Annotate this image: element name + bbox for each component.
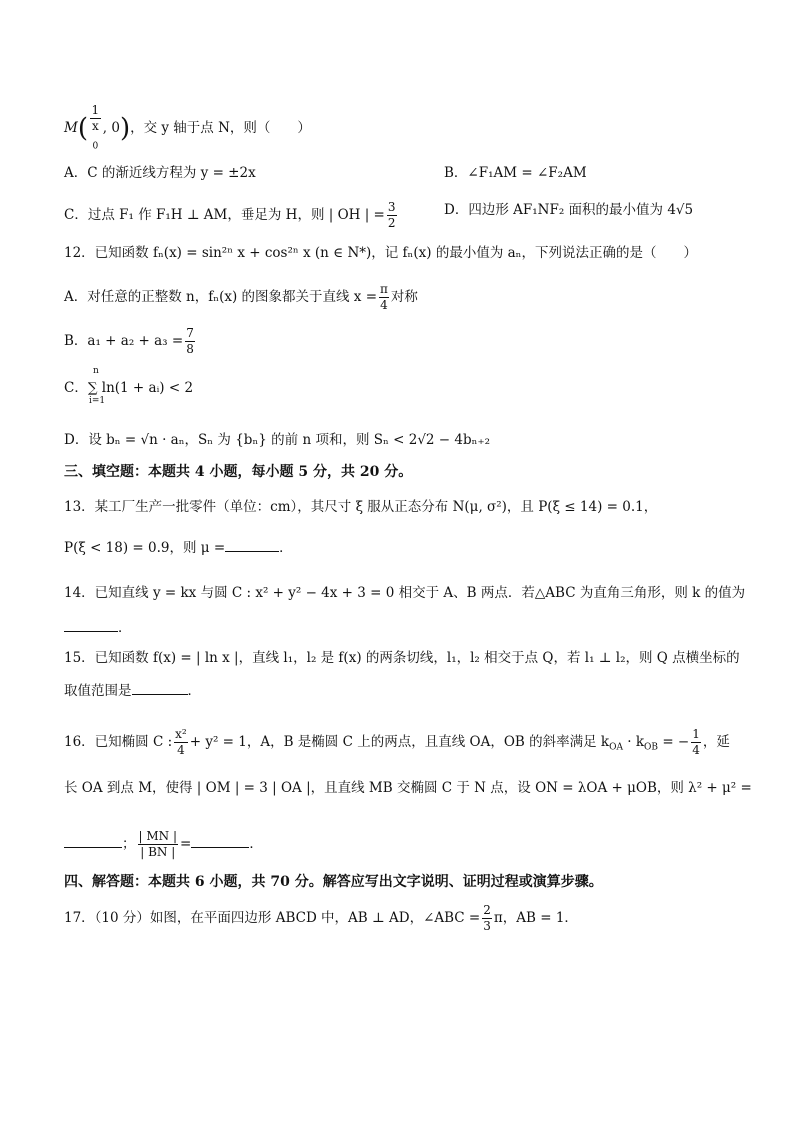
q12-option-b: B．a₁ + a₂ + a₃ = $\frac{7}{8}$ <box>64 326 194 356</box>
sum-upper-limit: n <box>93 366 99 376</box>
q15-line1: 15．已知函数 f(x) = | ln x |，直线 l₁，l₂ 是 f(x) 的两条切线，l₁，l₂ 相交于点 Q，若 l₁ ⊥ l₂，则 Q 点横坐标的 <box>64 650 740 666</box>
fraction: 1 x $_0$ <box>91 103 100 152</box>
answer-blank <box>191 833 249 848</box>
q11-option-d: D．四边形 AF₁NF₂ 面积的最小值为 4√5 <box>444 202 694 218</box>
q12-stem: 12．已知函数 fₙ(x) = sin²ⁿ x + cos²ⁿ x (n ∈ N*)，记 fₙ(x) 的最小值为 aₙ，下列说法正确的是（ ） <box>64 245 698 261</box>
sum-lower-limit: i=1 <box>89 396 106 406</box>
q16-line3: ； $\frac{| MN |}{| BN |}$ = ． <box>64 829 263 860</box>
section-3-heading: 三、填空题：本题共 4 小题，每小题 5 分，共 20 分。 <box>64 464 413 480</box>
q12-option-a: A．对任意的正整数 n，fₙ(x) 的图象都关于直线 x = $\frac{\pi}{4}$ 对称 <box>64 282 418 312</box>
fraction: $\frac{7}{8}$ <box>186 326 194 356</box>
fraction: $\frac{\pi}{4}$ <box>380 282 388 312</box>
q16-line1: 16．已知椭圆 C : $\frac{\text{x²}}{4}$ + y² = 1，A，B 是椭圆 C 上的两点，且直线 OA，OB 的斜率满足 $k_{OA} \cdot k_{OB}$ = − $\frac{1}{4}$ ，延 <box>64 727 730 757</box>
q15-line2: 取值范围是 ． <box>64 680 201 701</box>
answer-blank <box>64 833 122 848</box>
q11-option-a: A．C 的渐近线方程为 y = ±2x <box>64 165 256 181</box>
section-4-heading: 四、解答题：本题共 6 小题，共 70 分。解答应写出文字说明、证明过程或演算步骤。 <box>64 874 603 890</box>
q13-line1: 13．某工厂生产一批零件（单位：cm），其尺寸 ξ 服从正态分布 N(μ, σ²)，且 P(ξ ≤ 14) = 0.1， <box>64 499 658 515</box>
q14-line2: ． <box>64 617 132 638</box>
q12-option-d: D．设 bₙ = √n · aₙ，Sₙ 为 {bₙ} 的前 n 项和，则 Sₙ < 2√2 − 4bₙ₊₂ <box>64 432 491 448</box>
fraction: $\frac{2}{3}$ <box>483 903 491 933</box>
q11-continuation: M( 1 x $_0$ , 0)，交 y 轴于点 N，则（ ） <box>64 103 311 154</box>
q11-option-b: B．∠F₁AM = ∠F₂AM <box>444 165 587 181</box>
fraction: $\frac{\text{x²}}{4}$ <box>175 727 187 757</box>
answer-blank <box>64 617 118 632</box>
fraction: $\frac{1}{4}$ <box>692 727 700 757</box>
answer-blank <box>132 680 188 695</box>
q14-line1: 14．已知直线 y = kx 与圆 C : x² + y² − 4x + 3 = 0 相交于 A、B 两点．若△ABC 为直角三角形，则 k 的值为 <box>64 585 746 601</box>
q11-option-c: C．过点 F₁ 作 F₁H ⊥ AM，垂足为 H，则 | OH | = $\frac{3}{2}$ <box>64 200 396 230</box>
fraction: $\frac{3}{2}$ <box>387 200 396 230</box>
q16-line2: 长 OA 到点 M，使得 | OM | = 3 | OA |，且直线 MB 交椭圆 C 于 N 点，设 ON = λOA + μOB，则 λ² + μ² = <box>64 780 752 796</box>
fraction: $\frac{| MN |}{| BN |}$ <box>138 829 178 859</box>
q17-stem: 17．（10 分）如图，在平面四边形 ABCD 中，AB ⊥ AD，∠ABC = $\frac{2}{3}$ π，AB = 1． <box>64 903 578 933</box>
q12-option-c: C．∑ ln(1 + aᵢ) < 2 <box>64 380 194 396</box>
q13-line2: P(ξ < 18) = 0.9，则 μ = ． <box>64 537 293 558</box>
answer-blank <box>225 537 279 552</box>
